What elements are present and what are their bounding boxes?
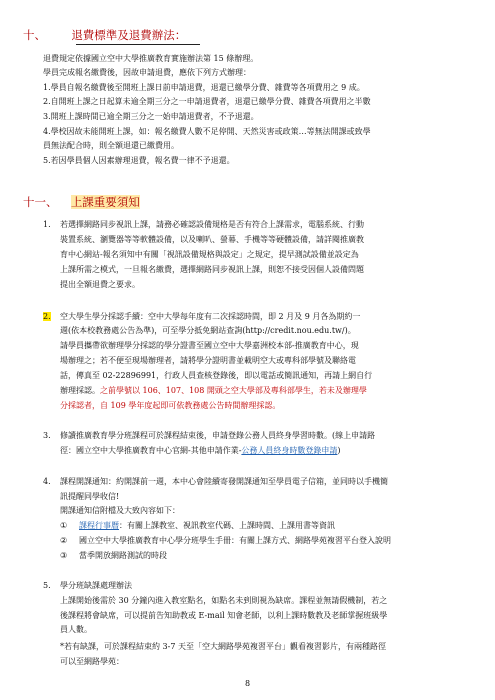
item-5-heading: 學分班缺課處理辦法	[60, 581, 132, 590]
item-3-line-2	[60, 445, 341, 458]
circled-3-marker: ③	[60, 551, 68, 560]
item-2-line-6-black: 辦理採認。	[60, 386, 100, 395]
item-4-sub-3-text: 當季開放網路測試的時段	[79, 551, 167, 560]
item-4-sub-1-text: ：有關上課教室、視訊教室代碼、上課時間、上課用書等資訊	[119, 521, 335, 530]
section-10-rule-5: 5.若因學員個人因素辦理退費，報名費一律不予退還。	[43, 156, 235, 165]
section-10-title-underline	[76, 44, 200, 45]
item-4-line-1: 課程開課通知：約開課前一週，本中心會陸續寄發開課通知至學員電子信箱，並同時以手機簡	[60, 477, 388, 486]
section-11-title: 上課重要須知	[70, 195, 140, 209]
section-10-number: 十、	[23, 28, 46, 42]
item-1-line-4: 上課所需之模式，一旦報名繳費，選擇網路同步視訊上課，則恕不接受因個人設備問題	[60, 265, 364, 274]
section-10-heading	[23, 28, 186, 42]
section-10-rule-4: 4.學校因故未能開班上課，如：報名繳費人數不足停開、天然災害或政策…等無法開課或致學	[43, 127, 371, 136]
item-2-red-notice-2: 分採認者，自 109 學年度起即可依教務處公告時間辦理採認。	[60, 401, 281, 410]
section-11-heading	[23, 195, 140, 209]
item-2-line-1: 空大學生學分採認手續：空中大學每年度有二次採認時間，即 2 月及 9 月各為期約一	[60, 312, 361, 321]
section-10-rule-4-cont: 員無法配合時，則全額退還已繳費用。	[43, 141, 179, 150]
section-10-title: 退費標準及退費辦法：	[71, 28, 187, 42]
item-2-line-6	[60, 385, 367, 398]
item-5-line-4: *若有缺課，可於課程結束約 3-7 天至「空大網路學苑複習平台」觀看複習影片，有兩種路徑	[60, 642, 386, 651]
item-5-line-2: 後課程將會缺席，可以提前告知助教或 E-mail 知會老師，以利上課時數教及老師掌握班級學	[60, 611, 388, 620]
section-10-intro-2: 學員完成報名繳費後，因故申請退費，應依下列方式辦理：	[43, 68, 251, 77]
item-4-sub-1	[60, 520, 335, 533]
item-1-line-1: 若選擇網路同步視訊上課，請務必確認設備規格是否有符合上課需求，電腦系統、行動	[60, 220, 364, 229]
item-2-line-5: 話，傳真至 02-22896991，行政人員查核登錄後，即以電話或簡訊通知，再請上網自行	[60, 371, 373, 380]
item-5-line-3: 員人數。	[60, 625, 92, 634]
circled-2-marker: ②	[60, 536, 68, 545]
item-5-line-1: 上課開始後需於 30 分鐘內進入教室點名，如點名未到則視為缺席。課程並無請假機制，若之	[60, 596, 388, 605]
item-1-line-5: 提出全額退費之要求。	[60, 280, 140, 289]
item-3-line-1: 修讀推廣教育學分班課程可於課程結束後，申請登錄公務人員終身學習時數。(線上申請路	[60, 431, 376, 440]
item-4-number: 4.	[43, 477, 51, 486]
item-3-line-2-text: 徑：國立空中大學推廣教育中心官網-其他申請作業-	[60, 446, 242, 455]
item-5-number: 5.	[43, 581, 51, 590]
item-2-red-notice-1: 之前學號以 106、107、108 開頭之空大學部及專科部學生，若未及辦理學	[100, 386, 367, 395]
item-4-sub-2	[60, 535, 391, 548]
section-10-intro-1: 退費規定依據國立空中大學推廣教育實施辦法第 15 條辦理。	[43, 54, 259, 63]
civil-servant-hours-link[interactable]: 公務人員終身時數登錄申請	[241, 446, 338, 455]
item-4-line-2: 訊提醒同學收信!	[60, 492, 120, 501]
item-2-line-4: 場辦理之；若不便至現場辦理者，請將學分證明書並載明空大或專科部學號及聯絡電	[60, 356, 356, 365]
course-calendar-link[interactable]: 課程行事曆	[79, 521, 119, 530]
item-4-sub-2-text: 國立空中大學推廣教育中心學分班學生手冊：有關上課方式、網路學苑複習平台登入說明	[79, 536, 391, 545]
item-1-line-3: 育中心網站-報名須知中有關「視訊設備規格與設定」之規定，提早測試設備並設定為	[60, 250, 359, 259]
item-4-line-3: 開課通知信附檔及大致內容如下：	[60, 506, 180, 515]
item-2-number-highlight: 2.	[43, 312, 51, 321]
item-2-line-3: 請學員攜帶欲辦理學分採認的學分證書至國立空中大學嘉洲校本部-推廣教育中心，現	[60, 341, 359, 350]
page-number: 8	[244, 679, 251, 688]
item-3-number: 3.	[43, 431, 51, 440]
section-10-rule-2: 2.自開班上課之日起算未逾全期三分之一申請退費者，退還已繳學分費、雜費各項費用之半數	[43, 97, 371, 106]
item-2-number	[43, 311, 51, 324]
item-5-line-5: 可以至網路學苑：	[60, 657, 124, 666]
circled-1-marker: ①	[60, 521, 68, 530]
item-4-sub-3	[60, 550, 167, 563]
section-10-rule-3: 3.開班上課時間已逾全期三分之一始申請退費者，不予退還。	[43, 112, 259, 121]
item-3-close-paren: )	[337, 446, 341, 455]
item-2-line-2: 週(依本校教務處公告為準)，可至學分抵免網站查詢(http://credit.nou.edu.tw/)。	[60, 326, 356, 335]
section-10-rule-1: 1.學員自報名繳費後至開班上課日前申請退費，退還已繳學分費、雜費等各項費用之 9 成。	[43, 83, 365, 92]
item-1-line-2: 裝置系統、瀏覽器等等軟體設備，以及喇叭、螢幕、手機等等硬體設備，請詳閱推廣教	[60, 235, 364, 244]
section-11-number: 十一、	[23, 195, 58, 209]
item-1-number: 1.	[43, 220, 51, 229]
